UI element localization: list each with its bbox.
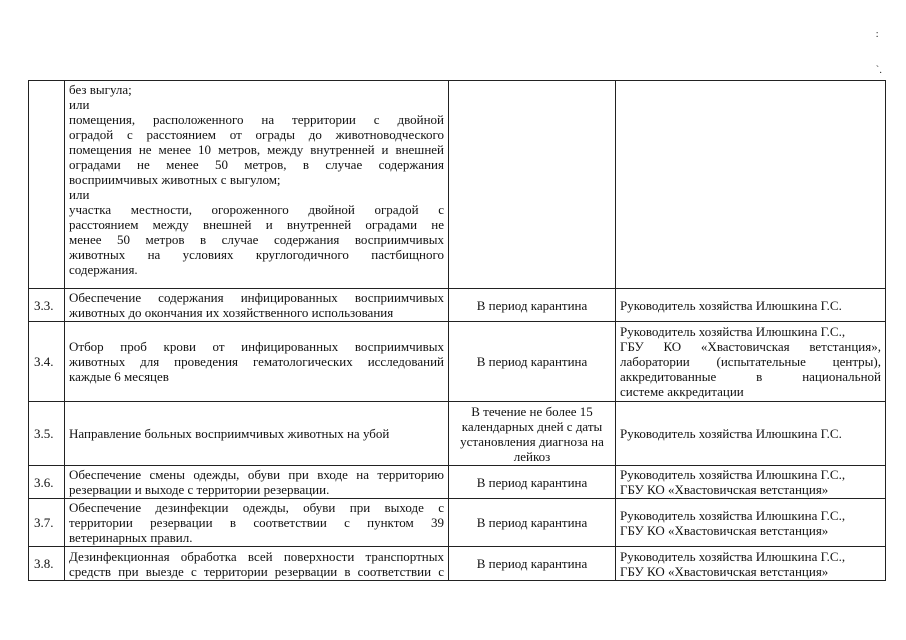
- responsible-line: Руководитель хозяйства Илюшкина Г.С.: [620, 426, 842, 441]
- responsible-line: ГБУ КО «Хвастовичская ветстанция»,: [620, 339, 881, 354]
- table-row: [29, 322, 886, 402]
- responsible-cell: [616, 81, 886, 289]
- row-number: 3.3.: [29, 289, 65, 322]
- activity-cell: [65, 499, 449, 547]
- responsible-line: ГБУ КО «Хвастовичская ветстанция»: [620, 563, 829, 579]
- period-cell: [449, 81, 616, 289]
- period-line: установления диагноза на: [460, 433, 604, 449]
- row-number: 3.7.: [29, 499, 65, 547]
- row-number: 3.8.: [29, 547, 65, 581]
- activity-cell: [65, 402, 449, 466]
- responsible-cell: [616, 547, 886, 581]
- activity-line: Обеспечение содержания инфицированных восприимчивых: [69, 290, 444, 305]
- responsible-cell: [616, 402, 886, 466]
- activity-line: расстоянием между внешней и внутренней оградами не: [69, 217, 444, 232]
- period-cell: В период карантина: [449, 466, 616, 499]
- activity-line: оградой с расстоянием от ограды до животноводческого: [69, 127, 444, 142]
- activity-line: Направление больных восприимчивых животных на убой: [69, 426, 390, 441]
- activity-line: или: [69, 187, 90, 202]
- period-cell: В период карантина: [449, 547, 616, 581]
- table-row: [29, 81, 886, 289]
- activity-line: участка местности, огороженного двойной оградой с: [69, 202, 444, 217]
- activity-cell: [65, 322, 449, 402]
- responsible-line: аккредитованные в национальной: [620, 369, 881, 384]
- responsible-line: лаборатории (испытательные центры),: [620, 354, 881, 369]
- row-number: 3.6.: [29, 466, 65, 499]
- activity-line: территории резервации в соответствии с пунктом 39: [69, 515, 444, 530]
- activity-line: оградами не менее 50 метров, в случае содержания: [69, 157, 444, 172]
- table-row: [29, 289, 886, 322]
- activity-line: резервации и выходе с территории резервации.: [69, 482, 330, 497]
- responsible-cell: [616, 499, 886, 547]
- table-row: [29, 466, 886, 499]
- margin-marks: : `.: [875, 28, 882, 76]
- measures-table-body: [29, 81, 886, 581]
- activity-line: Обеспечение смены одежды, обуви при входе на территорию: [69, 467, 444, 482]
- period-cell: [449, 402, 616, 466]
- responsible-line: Руководитель хозяйства Илюшкина Г.С.: [620, 297, 842, 313]
- row-number: 3.4.: [29, 322, 65, 402]
- activity-line: животных для проведения гематологических исследований: [69, 354, 444, 369]
- responsible-line: Руководитель хозяйства Илюшкина Г.С.,: [620, 324, 846, 339]
- activity-line: Дезинфекционная обработка всей поверхности транспортных: [69, 548, 444, 564]
- responsible-line: ГБУ КО «Хвастовичская ветстанция»: [620, 522, 829, 538]
- measures-table: [28, 80, 886, 581]
- row-number: 3.5.: [29, 402, 65, 466]
- responsible-cell: [616, 322, 886, 402]
- activity-line: содержания.: [69, 262, 138, 277]
- period-cell: В период карантина: [449, 289, 616, 322]
- activity-line: помещения не менее 10 метров, между внутренней и внешней: [69, 142, 444, 157]
- table-row: [29, 547, 886, 581]
- activity-line: животных до окончания их хозяйственного использования: [69, 305, 394, 320]
- responsible-cell: [616, 289, 886, 322]
- period-line: календарных дней с даты: [461, 418, 603, 434]
- responsible-cell: [616, 466, 886, 499]
- activity-line: Отбор проб крови от инфицированных восприимчивых: [69, 339, 444, 354]
- responsible-line: Руководитель хозяйства Илюшкина Г.С.,: [620, 507, 846, 523]
- responsible-line: Руководитель хозяйства Илюшкина Г.С.,: [620, 467, 846, 482]
- activity-line: ветеринарных правил.: [69, 530, 193, 545]
- period-line: В течение не более 15: [471, 403, 593, 419]
- activity-line: помещения, расположенного на территории с двойной: [69, 112, 444, 127]
- period-cell: В период карантина: [449, 499, 616, 547]
- activity-cell: [65, 81, 449, 289]
- activity-line: каждые 6 месяцев: [69, 369, 169, 384]
- activity-cell: [65, 547, 449, 581]
- responsible-line: Руководитель хозяйства Илюшкина Г.С.,: [620, 548, 846, 564]
- period-line: лейкоз: [513, 448, 551, 464]
- table-row: [29, 499, 886, 547]
- activity-cell: [65, 289, 449, 322]
- row-number: [29, 81, 65, 289]
- activity-line: средств при выезде с территории резервации в соответствии с: [69, 563, 444, 579]
- activity-line: животных на условиях круглогодичного пастбищного: [69, 247, 444, 262]
- activity-line: менее 50 метров в случае содержания восприимчивых: [69, 232, 444, 247]
- table-row: [29, 402, 886, 466]
- activity-line: без выгула;: [69, 82, 132, 97]
- activity-line: Обеспечение дезинфекции одежды, обуви при выходе с: [69, 500, 444, 515]
- activity-line: или: [69, 97, 90, 112]
- responsible-line: системе аккредитации: [620, 384, 744, 399]
- responsible-line: ГБУ КО «Хвастовичская ветстанция»: [620, 482, 829, 497]
- activity-cell: [65, 466, 449, 499]
- period-cell: В период карантина: [449, 322, 616, 402]
- activity-line: восприимчивых животных с выгулом;: [69, 172, 281, 187]
